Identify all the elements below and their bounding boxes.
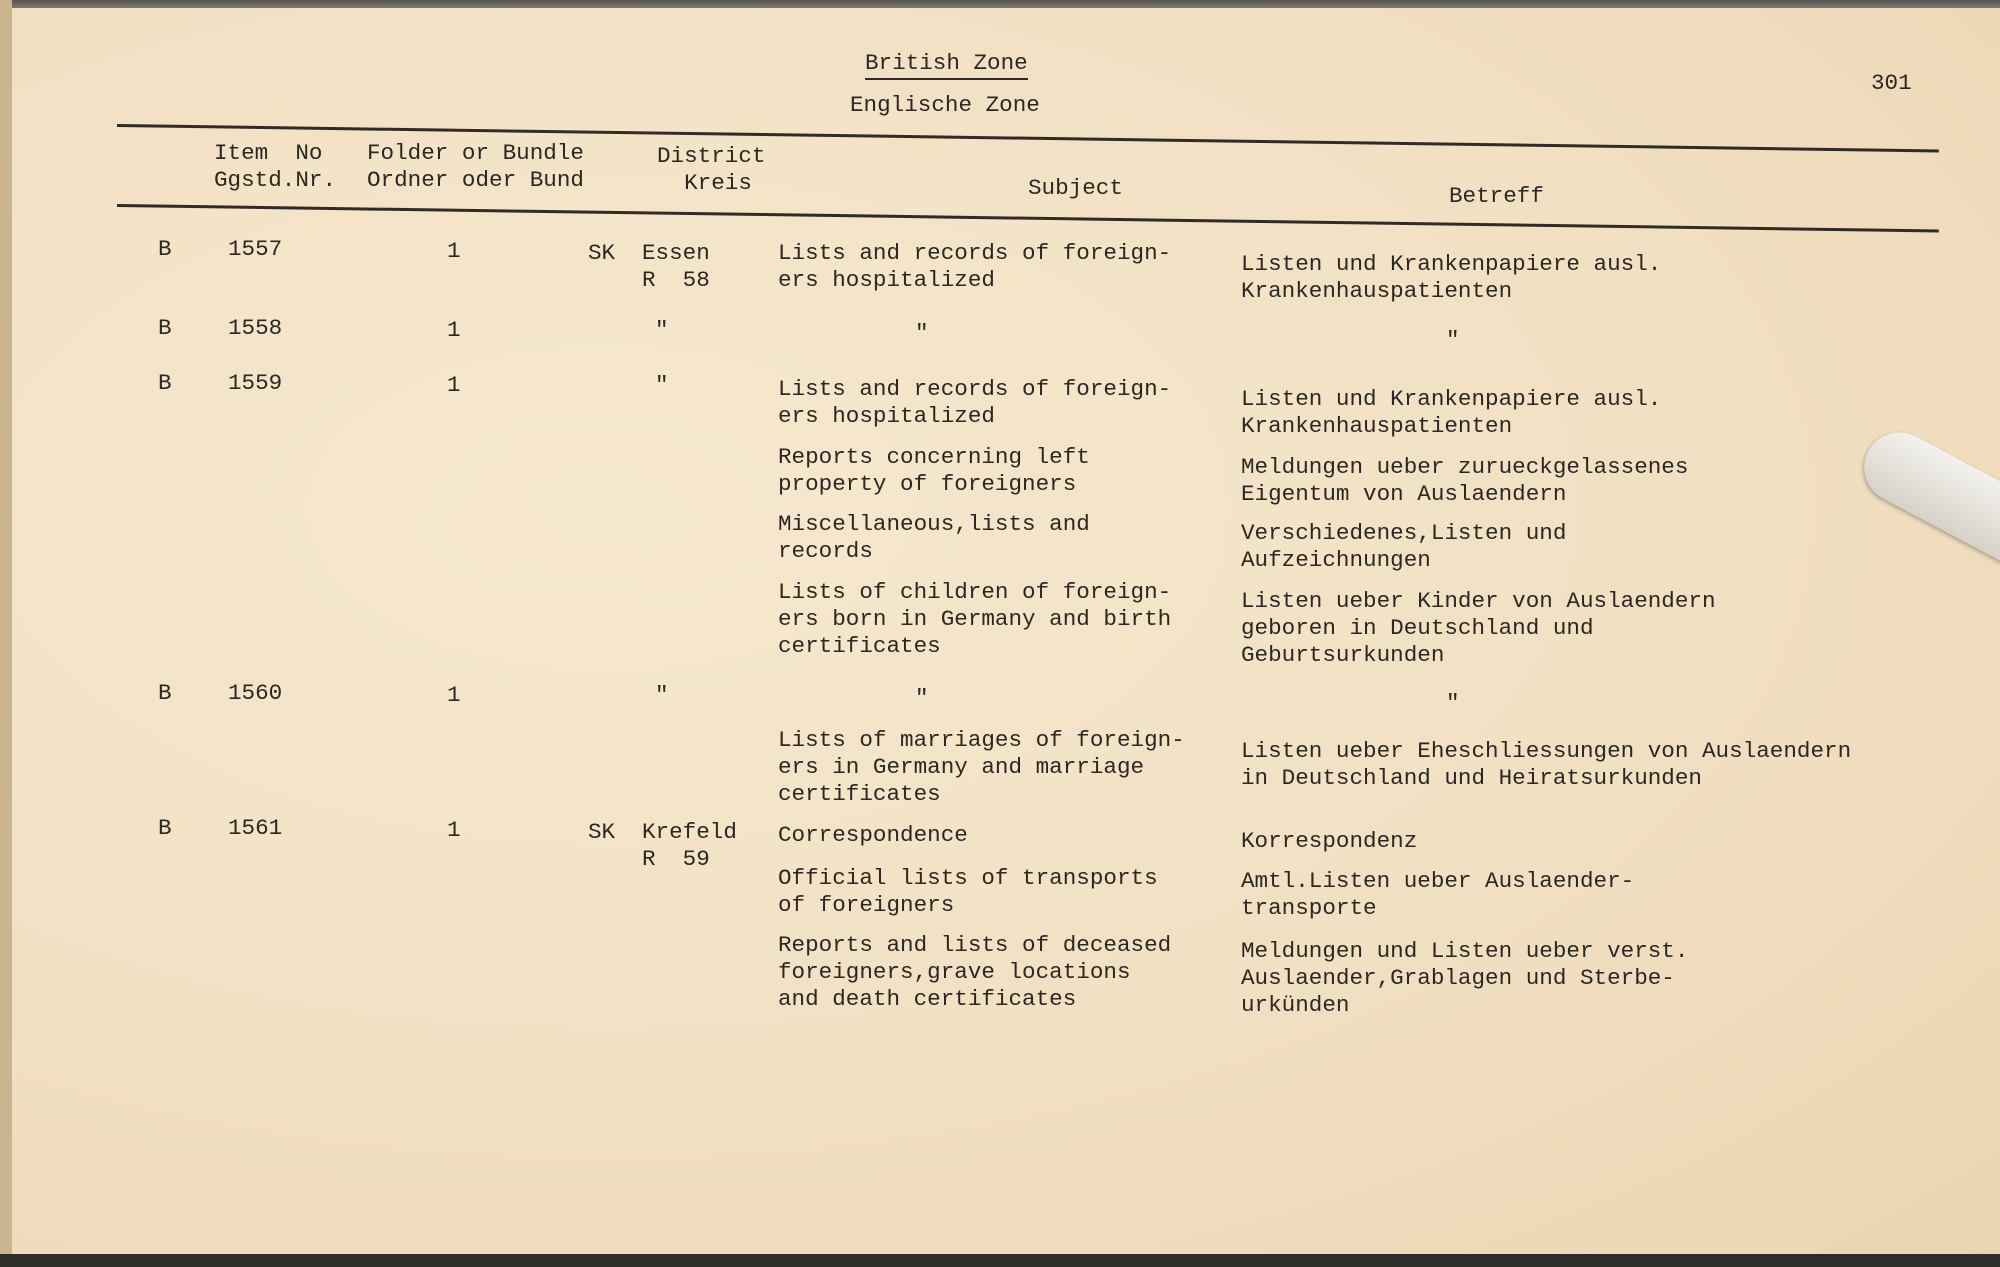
col-item-de: Ggstd.Nr. (214, 167, 337, 193)
series-letter: B (158, 370, 172, 396)
folder-count: 1 (447, 817, 461, 843)
item-number: 1561 (228, 815, 283, 841)
subject-text: Lists and records of foreign- ers hospitalized (778, 376, 1172, 429)
series-letter: B (158, 680, 172, 706)
ditto-mark: " (1446, 327, 1460, 353)
col-district-en: District (657, 143, 766, 169)
betreff-text: Meldungen ueber zurueckgelassenes Eigentum von Auslaendern (1241, 454, 1689, 507)
subject-text: Correspondence (778, 822, 968, 848)
col-folder-de: Ordner oder Bund (367, 167, 584, 193)
col-item-en: Item No (214, 140, 323, 166)
betreff-text: Verschiedenes,Listen und Aufzeichnungen (1241, 520, 1567, 573)
col-subject: Subject (1028, 175, 1123, 201)
district-type: SK (588, 819, 616, 845)
district-name: Krefeld (642, 819, 737, 845)
page-number: 301 (1871, 70, 1912, 96)
item-number: 1559 (228, 370, 283, 396)
subject-text: Lists and records of foreign- ers hospitalized (778, 240, 1172, 293)
series-letter: B (158, 815, 172, 841)
ditto-mark: " (655, 372, 669, 398)
ditto-mark: " (915, 685, 929, 711)
betreff-text: Meldungen und Listen ueber verst. Auslaender,Grablagen und Sterbe- urkünden (1241, 938, 1689, 1018)
subject-text: Reports concerning left property of foreigners (778, 444, 1090, 497)
zone-title: British Zone (865, 50, 1028, 80)
subject-text: Lists of children of foreign- ers born in Germany and birth certificates (778, 579, 1172, 659)
col-folder-en: Folder or Bundle (367, 140, 584, 166)
betreff-text: Korrespondenz (1241, 828, 1418, 854)
folder-count: 1 (447, 682, 461, 708)
ditto-mark: " (655, 682, 669, 708)
betreff-text: Amtl.Listen ueber Auslaender- transporte (1241, 868, 1635, 921)
subject-text: Official lists of transports of foreigners (778, 865, 1158, 918)
series-letter: B (158, 236, 172, 262)
betreff-text: Listen und Krankenpapiere ausl. Krankenhauspatienten (1241, 386, 1662, 439)
ditto-mark: " (1446, 690, 1460, 716)
page-bottom-edge (0, 1254, 2000, 1267)
zone-subtitle: Englische Zone (850, 92, 1040, 118)
series-letter: B (158, 315, 172, 341)
subject-text: Lists of marriages of foreign- ers in Germany and marriage certificates (778, 727, 1185, 807)
folder-count: 1 (447, 317, 461, 343)
subject-text: Reports and lists of deceased foreigners,grave locations and death certificates (778, 932, 1172, 1012)
betreff-text: Listen ueber Eheschliessungen von Auslaendern in Deutschland und Heiratsurkunden (1241, 738, 1852, 791)
district-type: SK (588, 240, 616, 266)
folder-count: 1 (447, 372, 461, 398)
ditto-mark: " (655, 317, 669, 343)
betreff-text: Listen und Krankenpapiere ausl. Krankenhauspatienten (1241, 251, 1662, 304)
district-name: R 59 (642, 846, 710, 872)
item-number: 1560 (228, 680, 283, 706)
ditto-mark: " (915, 320, 929, 346)
district-name: Essen (642, 240, 710, 266)
col-betreff: Betreff (1449, 183, 1544, 209)
binding-edge (0, 0, 12, 1267)
folder-count: 1 (447, 238, 461, 264)
subject-text: Miscellaneous,lists and records (778, 511, 1090, 564)
item-number: 1557 (228, 236, 283, 262)
betreff-text: Listen ueber Kinder von Auslaendern geboren in Deutschland und Geburtsurkunden (1241, 588, 1716, 668)
col-district-de: Kreis (657, 170, 752, 196)
item-number: 1558 (228, 315, 283, 341)
district-name: R 58 (642, 267, 710, 293)
